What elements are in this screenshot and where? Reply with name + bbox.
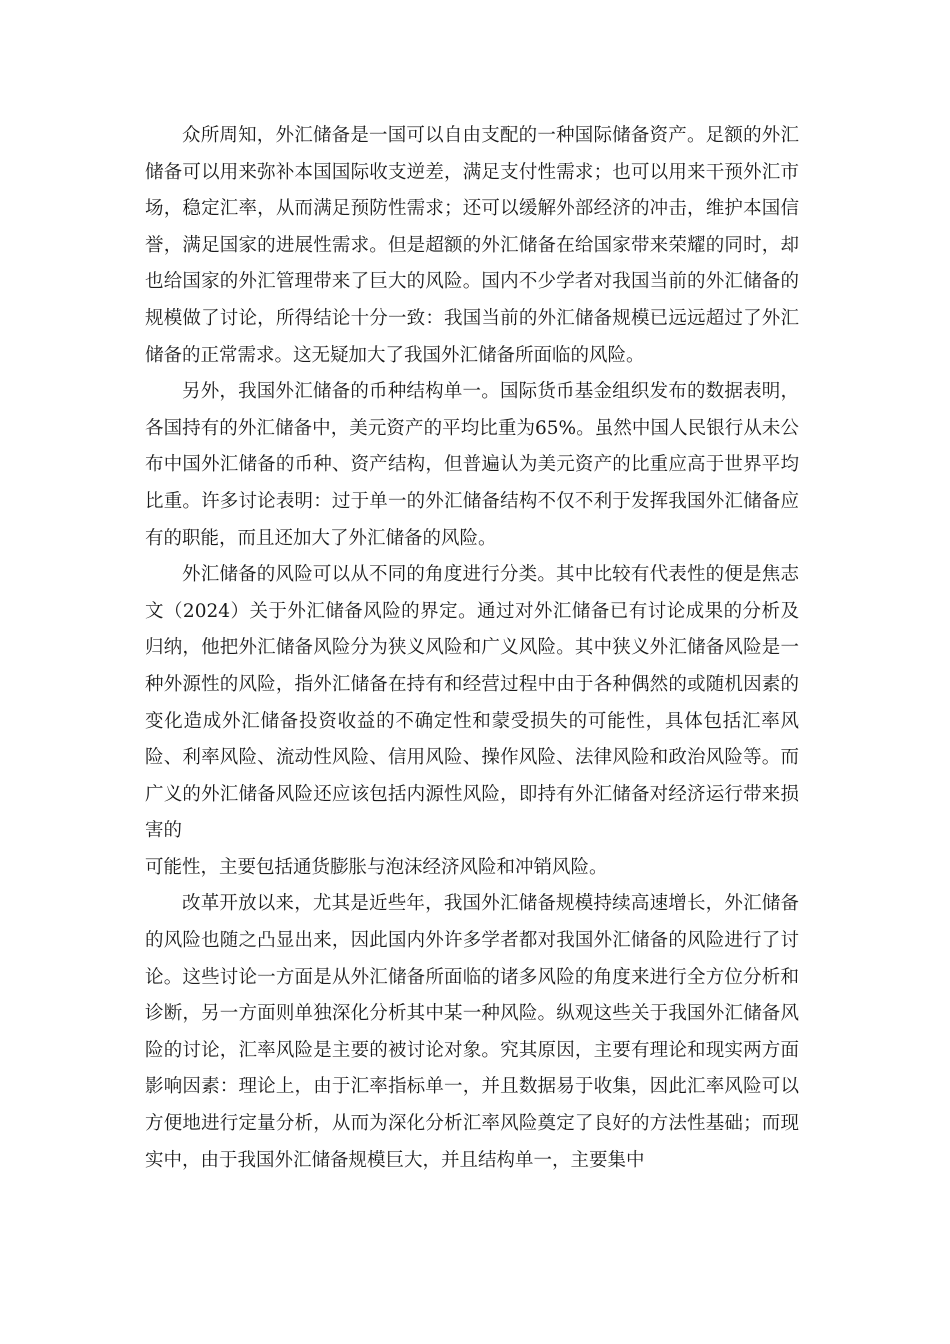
paragraph-risk-classification: 外汇储备的风险可以从不同的角度进行分类。其中比较有代表性的便是焦志文（2024）关于外汇储备风险的界定。通过对外汇储备已有讨论成果的分析及归纳，他把外汇储备风险分为狭义风险和广义风险。其中狭义外汇储备风险是一种外源性的风险，指外汇储备在持有和经营过程中由于各种偶然的或随机因素的变化造成外汇储备投资收益的不确定性和蒙受损失的可能性，具体包括汇率风险、利率风险、流动性风险、信用风险、操作风险、法律风险和政治风险等。而广义的外汇储备风险还应该包括内源性风险，即持有外汇储备对经济运行带来损害的 bbox=[145, 564, 799, 842]
paragraph-currency-structure: 另外，我国外汇储备的币种结构单一。国际货币基金组织发布的数据表明，各国持有的外汇储备中，美元资产的平均比重为65%。虽然中国人民银行从未公布中国外汇储备的币种、资产结构，但普遍认为美元资产的比重应高于世界平均比重。许多讨论表明：过于单一的外汇储备结构不仅不利于发挥我国外汇储备应有的职能，而且还加大了外汇储备的风险。 bbox=[145, 381, 799, 549]
paragraph-risk-classification-continued: 可能性，主要包括通货膨胀与泡沫经济风险和冲销风险。 bbox=[145, 856, 608, 878]
document-body bbox=[145, 118, 799, 1179]
paragraph-exchange-rate-risk: 改革开放以来，尤其是近些年，我国外汇储备规模持续高速增长，外汇储备的风险也随之凸显出来，因此国内外许多学者都对我国外汇储备的风险进行了讨论。这些讨论一方面是从外汇储备所面临的诸多风险的角度来进行全方位分析和诊断，另一方面则单独深化分析其中某一种风险。纵观这些关于我国外汇储备风险的讨论，汇率风险是主要的被讨论对象。究其原因，主要有理论和现实两方面影响因素：理论上，由于汇率指标单一，并且数据易于收集，因此汇率风险可以方便地进行定量分析，从而为深化分析汇率风险奠定了良好的方法性基础；而现实中，由于我国外汇储备规模巨大，并且结构单一，主要集中 bbox=[145, 893, 799, 1171]
paragraph-reserve-overview: 众所周知，外汇储备是一国可以自由支配的一种国际储备资产。足额的外汇储备可以用来弥补本国国际收支逆差，满足支付性需求；也可以用来干预外汇市场，稳定汇率，从而满足预防性需求；还可以缓解外部经济的冲击，维护本国信誉，满足国家的进展性需求。但是超额的外汇储备在给国家带来荣耀的同时，却也给国家的外汇管理带来了巨大的风险。国内不少学者对我国当前的外汇储备的规模做了讨论，所得结论十分一致：我国当前的外汇储备规模已远远超过了外汇储备的正常需求。这无疑加大了我国外汇储备所面临的风险。 bbox=[145, 125, 799, 366]
